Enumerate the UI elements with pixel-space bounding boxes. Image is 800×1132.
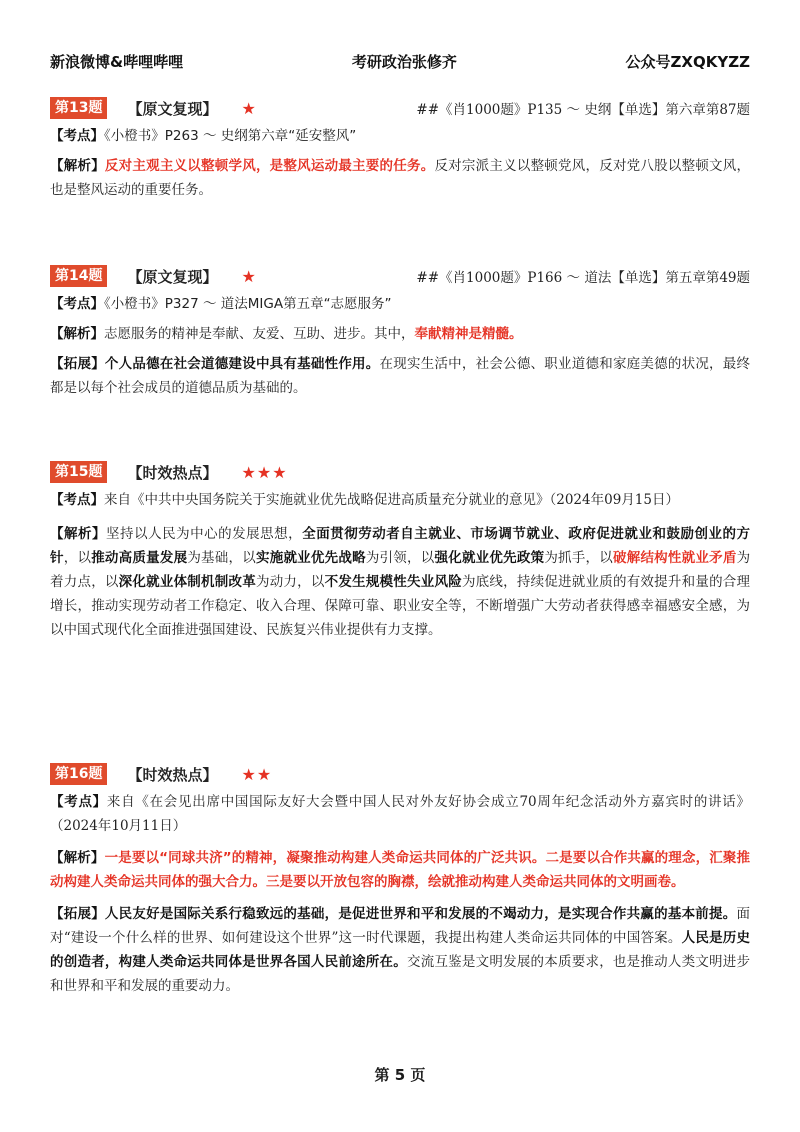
question-type: 【原文复现】 <box>127 267 218 286</box>
kaodian-text: 来自《中共中央国务院关于实施就业优先战略促进高质量充分就业的意见》（2024年09月15日） <box>104 492 679 508</box>
highlight-bold: 人民友好是国际关系行稳致远的基础，是促进世界和平和发展的不竭动力，是实现合作共赢的基本前提。 <box>104 906 737 922</box>
highlight-red: 反对主观主义以整顿学风，是整风运动最主要的任务。 <box>104 158 435 174</box>
jiexi-text: 为动力，以 <box>255 574 325 590</box>
kaodian-text: 《小橙书》P263 ～ 史纲第六章“延安整风” <box>104 128 357 144</box>
jiexi-text: 为抓手，以 <box>544 550 613 566</box>
star-rating: ★★ <box>241 764 273 784</box>
highlight-bold: 不发生规模性失业风险 <box>324 574 462 590</box>
highlight-red: 一是要以“同球共济”的精神，凝聚推动构建人类命运共同体的广泛共识。二是要以合作共赢的理念，汇聚推动构建人类命运共同体的强大合力。三是要以开放包容的胸襟，绘就推动构建人类命运共同体的文明画卷。 <box>50 850 751 890</box>
question-source: ##《肖1000题》P135 ～ 史纲【单选】第六章第87题 <box>416 102 750 118</box>
highlight-bold: 推动高质量发展 <box>91 550 188 566</box>
question-number: 第16题 <box>50 763 107 785</box>
highlight-bold: 强化就业优先政策 <box>434 550 545 566</box>
tuozhan-tag: 【拓展】 <box>50 356 105 372</box>
highlight-bold: 实施就业优先战略 <box>255 550 366 566</box>
jiexi-text: 为底线，持续促进就业质的有效提升和量的合理增长，推动实现劳动者工作稳定、收入合理、保障可靠、职业安全等，不断增强广大劳动者获得感幸福感安全感，为以中国式现代化全面推进强国建设、民族复兴伟业提供有力支撑。 <box>50 574 751 638</box>
tuozhan-tag: 【拓展】 <box>50 906 105 922</box>
kaodian-tag: 【考点】 <box>50 794 107 810</box>
highlight-bold: 个人品德在社会道德建设中具有基础性作用。 <box>104 356 380 372</box>
star-rating: ★★★ <box>241 462 288 482</box>
kaodian <box>50 124 750 148</box>
kaodian-tag: 【考点】 <box>50 296 104 312</box>
page-header <box>50 50 750 72</box>
question-number: 第14题 <box>50 265 107 287</box>
tuozhan-text: 交流互鉴是文明发展的本质要求，也是推动人类文明进步和世界和平和发展的重要动力。 <box>50 954 751 994</box>
page-number: 第 5 页 <box>374 1066 426 1084</box>
header-right: 公众号ZXQKYZZ <box>625 52 750 71</box>
highlight-red: 破解结构性就业矛盾 <box>612 550 737 566</box>
jiexi-tag: 【解析】 <box>50 850 105 866</box>
kaodian <box>50 790 750 838</box>
tuozhan <box>50 902 750 998</box>
jiexi <box>50 846 750 894</box>
jiexi-text: 为引领，以 <box>365 550 435 566</box>
jiexi-text: 为着力点，以 <box>50 550 751 590</box>
highlight-bold: 深化就业体制机制改革 <box>118 574 256 590</box>
jiexi-tag: 【解析】 <box>50 158 105 174</box>
kaodian-text: 《小橙书》P327 ～ 道法MIGA第五章“志愿服务” <box>104 296 392 312</box>
jiexi-tag: 【解析】 <box>50 526 107 542</box>
question-13 <box>50 96 750 202</box>
header-center: 考研政治张修齐 <box>351 52 457 71</box>
question-14 <box>50 264 750 400</box>
question-16 <box>50 762 750 998</box>
tuozhan-text: 在现实生活中，社会公德、职业道德和家庭美德的状况，最终都是以每个社会成员的道德品质为基础的。 <box>50 356 751 396</box>
highlight-bold: 全面贯彻劳动者自主就业、市场调节就业、政府促进就业和鼓励创业的方针 <box>50 526 751 566</box>
question-type: 【时效热点】 <box>127 765 218 784</box>
highlight-red: 奉献精神是精髓。 <box>414 326 523 342</box>
jiexi-text: 为基础，以 <box>187 550 256 566</box>
question-header <box>50 96 750 120</box>
highlight-bold: 人民是历史的创造者，构建人类命运共同体是世界各国人民前途所在。 <box>50 930 751 970</box>
jiexi-tag: 【解析】 <box>50 326 104 342</box>
question-number: 第13题 <box>50 97 107 119</box>
tuozhan-text: 面对“建设一个什么样的世界、如何建设这个世界”这一时代课题，我提出构建人类命运共同体的中国答案。 <box>50 906 751 946</box>
header-left: 新浪微博&哔哩哔哩 <box>50 52 184 71</box>
question-header <box>50 762 750 786</box>
tuozhan <box>50 352 750 400</box>
jiexi <box>50 154 750 202</box>
jiexi-text: 反对宗派主义以整顿党风，反对党八股以整顿文风，也是整风运动的重要任务。 <box>50 158 751 198</box>
question-header <box>50 264 750 288</box>
jiexi-text: ，以 <box>63 550 92 566</box>
jiexi <box>50 522 750 642</box>
question-number: 第15题 <box>50 461 107 483</box>
question-header <box>50 460 750 484</box>
jiexi-text: 坚持以人民为中心的发展思想， <box>106 526 303 542</box>
question-15 <box>50 460 750 642</box>
kaodian-tag: 【考点】 <box>50 492 104 508</box>
question-type: 【时效热点】 <box>127 463 218 482</box>
kaodian <box>50 292 750 316</box>
star-rating: ★ <box>241 266 257 286</box>
jiexi <box>50 322 750 346</box>
kaodian <box>50 488 750 512</box>
question-source: ##《肖1000题》P166 ～ 道法【单选】第五章第49题 <box>416 270 750 286</box>
star-rating: ★ <box>241 98 257 118</box>
question-type: 【原文复现】 <box>127 99 218 118</box>
jiexi-text: 志愿服务的精神是奉献、友爱、互助、进步。其中， <box>104 326 415 342</box>
kaodian-tag: 【考点】 <box>50 128 104 144</box>
kaodian-text: 来自《在会见出席中国国际友好大会暨中国人民对外友好协会成立70周年纪念活动外方嘉宾时的讲话》（2024年10月11日） <box>50 794 750 834</box>
